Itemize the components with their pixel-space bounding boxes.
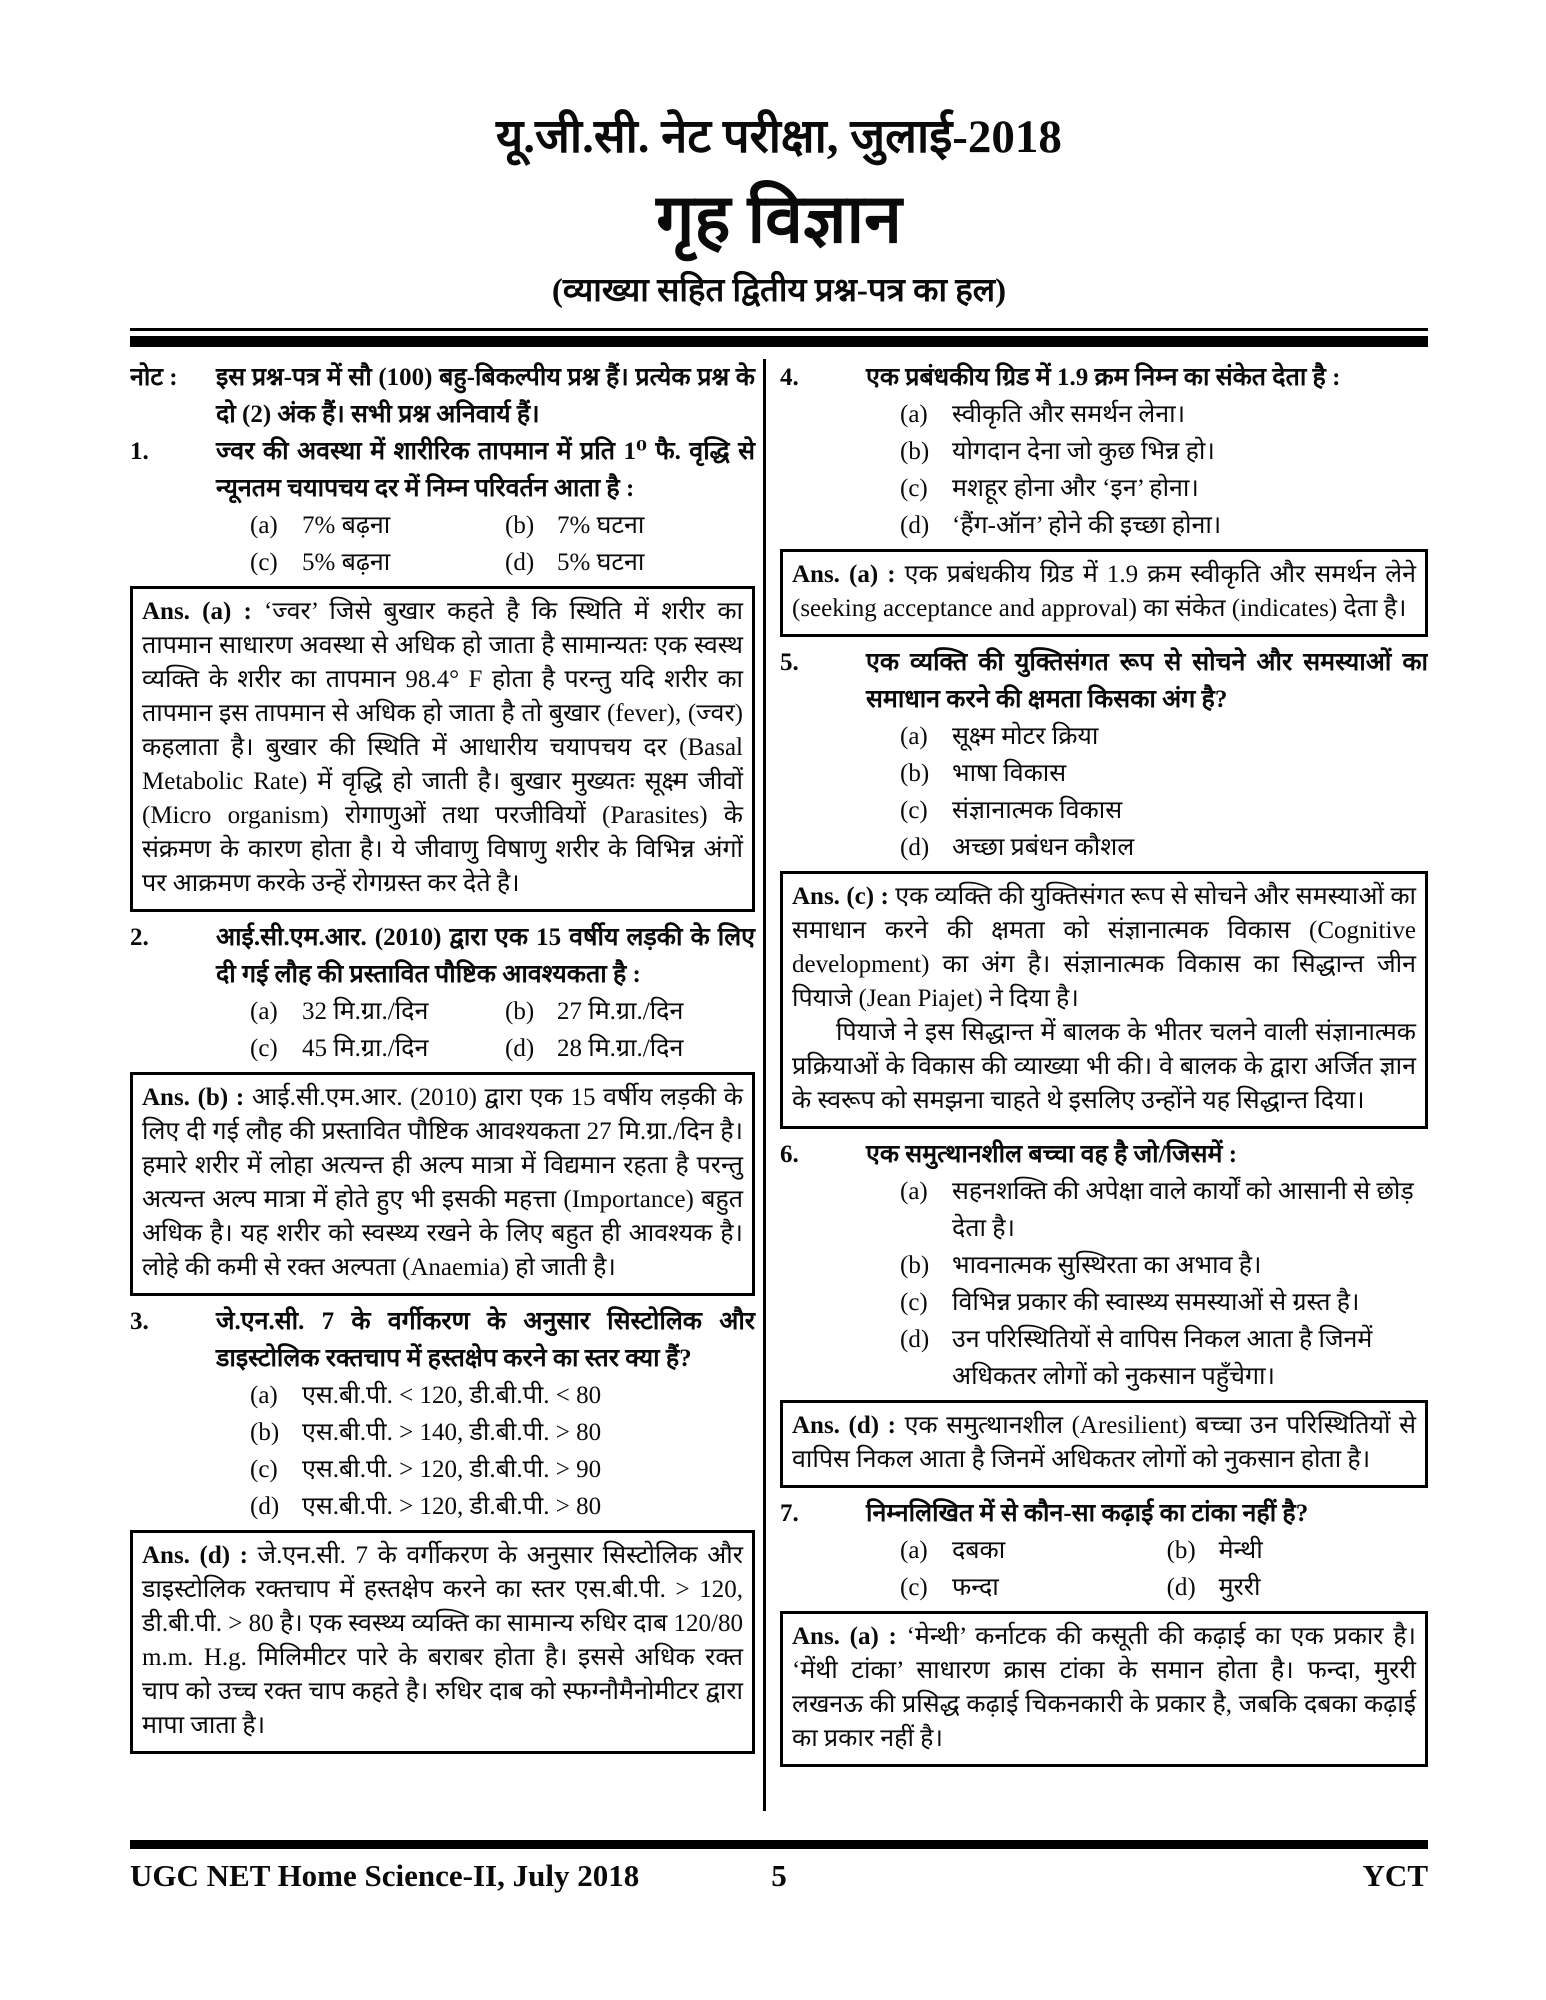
option: [900, 507, 1428, 544]
option-label: (b): [505, 998, 535, 1025]
note-text: इस प्रश्न-पत्र में सौ (100) बहु-बिकल्पीय प्रश्न हैं। प्रत्येक प्रश्न के दो (2) अंक हैं। सभी प्रश्न अनिवार्य हैं।: [216, 364, 755, 428]
question: [780, 644, 1428, 1129]
question-row: [130, 433, 755, 507]
option-label: (d): [900, 512, 930, 539]
question-number: 3.: [130, 1308, 149, 1335]
option-label: (d): [250, 1493, 280, 1520]
option: [900, 792, 1428, 829]
option-text: 7% बढ़ना: [302, 512, 391, 539]
option-label: (c): [250, 549, 278, 576]
header-rule-thick: [130, 336, 1428, 347]
page-header: [130, 108, 1428, 347]
option: [250, 1030, 505, 1067]
option: [250, 1414, 755, 1451]
option-label: (c): [900, 1574, 928, 1601]
option-label: (b): [505, 512, 535, 539]
option-text: स्वीकृति और समर्थन लेना।: [952, 401, 1186, 428]
exam-title: यू.जी.सी. नेट परीक्षा, जुलाई-2018: [496, 111, 1062, 163]
option-text: 7% घटना: [557, 512, 645, 539]
option: [505, 1030, 755, 1067]
option-text: 5% बढ़ना: [302, 549, 391, 576]
option-label: (d): [900, 1326, 930, 1353]
option-label: (c): [250, 1456, 278, 1483]
option-text: 28 मि.ग्रा./दिन: [557, 1035, 684, 1062]
option: [900, 1284, 1428, 1321]
question-number: 1.: [130, 438, 149, 465]
option-text: दबका: [952, 1537, 1006, 1564]
option: [900, 1321, 1428, 1395]
question-row: [780, 644, 1428, 718]
answer-paragraph: Ans. (a) : ‘मेन्थी’ कर्नाटक की कसूती की कढ़ाई का एक प्रकार है। ‘मेंथी टांका’ साधारण क्रास टांका के समान होता है। फन्दा, मुररी लखनऊ की प्रसिद्ध कढ़ाई चिकनकारी के प्रकार है, जबकि दबका कढ़ाई का प्रकार नहीं है।: [792, 1623, 1416, 1752]
question: [780, 1495, 1428, 1767]
option-text: भाषा विकास: [952, 760, 1067, 787]
option: [900, 718, 1428, 755]
option-label: (b): [900, 438, 930, 465]
option-label: (c): [900, 797, 928, 824]
option: [900, 433, 1428, 470]
option: [250, 993, 505, 1030]
header-subtitle: (व्याख्या सहित द्वितीय प्रश्न-पत्र का हल): [551, 273, 1007, 309]
options: [250, 1377, 755, 1525]
answer-label: Ans. (d) :: [792, 1412, 905, 1439]
option: [505, 993, 755, 1030]
answer-box: [780, 871, 1428, 1129]
two-column-body: [130, 359, 1428, 1811]
option-text: एस.बी.पी. > 140, डी.बी.पी. > 80: [302, 1419, 602, 1446]
option: [900, 829, 1428, 866]
page-footer: [130, 1840, 1428, 1895]
answer-label: Ans. (c) :: [792, 883, 896, 910]
answer-box: [780, 1400, 1428, 1488]
option-label: (a): [900, 723, 928, 750]
answer-label: Ans. (d) :: [142, 1542, 258, 1569]
option: [900, 1569, 1167, 1606]
left-column: [130, 359, 766, 1811]
option-label: (c): [250, 1035, 278, 1062]
answer-paragraph: Ans. (d) : एक समुत्थानशील (Aresilient) बच्चा उन परिस्थितियों से वापिस निकल आता है जिनमें अधिकतर लोगों को नुकसान होता है।: [792, 1412, 1416, 1473]
option-text: ‘हैंग-ऑन’ होने की इच्छा होना।: [952, 512, 1222, 539]
option-label: (d): [505, 1035, 535, 1062]
option: [505, 507, 755, 544]
option-label: (b): [250, 1419, 280, 1446]
options: [900, 718, 1428, 866]
option: [250, 544, 505, 581]
question: [130, 433, 755, 912]
option-label: (a): [250, 512, 278, 539]
option-text: विभिन्न प्रकार की स्वास्थ्य समस्याओं से ग्रस्त है।: [952, 1289, 1360, 1316]
answer-label: Ans. (a) :: [792, 1623, 907, 1650]
question-number: 7.: [780, 1500, 799, 1527]
option-label: (a): [900, 401, 928, 428]
options: [900, 1173, 1428, 1395]
option-label: (d): [1166, 1574, 1196, 1601]
option-text: एस.बी.पी. > 120, डी.बी.पी. > 80: [302, 1493, 602, 1520]
option-text: सहनशक्ति की अपेक्षा वाले कार्यों को आसानी से छोड़ देता है।: [952, 1178, 1414, 1242]
answer-label: Ans. (a) :: [142, 598, 265, 625]
option-text: मुररी: [1218, 1574, 1261, 1601]
options: [250, 993, 755, 1067]
question: [130, 1303, 755, 1754]
option-text: 45 मि.ग्रा./दिन: [302, 1035, 429, 1062]
question: [780, 1136, 1428, 1488]
question-text: एक प्रबंधकीय ग्रिड में 1.9 क्रम निम्न का संकेत देता है :: [866, 364, 1341, 391]
option: [250, 1377, 755, 1414]
question-text: ज्वर की अवस्था में शारीरिक तापमान में प्रति 1⁰ फै. वृद्धि से न्यूनतम चयापचय दर में निम्न परिवर्तन आता है :: [216, 438, 755, 502]
question-text: निम्नलिखित में से कौन-सा कढ़ाई का टांका नहीं है?: [866, 1500, 1309, 1527]
option: [900, 470, 1428, 507]
option-label: (b): [900, 1252, 930, 1279]
option: [900, 1532, 1167, 1569]
right-column: [766, 359, 1428, 1811]
answer-box: [130, 1072, 755, 1296]
option-text: 32 मि.ग्रा./दिन: [302, 998, 429, 1025]
question-number: 2.: [130, 924, 149, 951]
options: [900, 396, 1428, 544]
question-text: आई.सी.एम.आर. (2010) द्वारा एक 15 वर्षीय लड़की के लिए दी गई लौह की प्रस्तावित पौष्टिक आवश्यकता है :: [216, 924, 755, 988]
answer-label: Ans. (a) :: [792, 561, 905, 588]
footer-page-number: 5: [771, 1858, 787, 1893]
option-label: (b): [900, 760, 930, 787]
answer-box: [780, 549, 1428, 637]
option: [900, 755, 1428, 792]
header-rule-thin: [130, 328, 1428, 331]
option-text: संज्ञानात्मक विकास: [952, 797, 1123, 824]
footer-book-title: UGC NET Home Science-II, July 2018: [130, 1858, 640, 1893]
option-label: (d): [900, 834, 930, 861]
option-label: (a): [250, 998, 278, 1025]
option-text: 27 मि.ग्रा./दिन: [557, 998, 684, 1025]
question-number: 6.: [780, 1141, 799, 1168]
option-text: भावनात्मक सुस्थिरता का अभाव है।: [952, 1252, 1262, 1279]
question-number: 5.: [780, 649, 799, 676]
option-text: 5% घटना: [557, 549, 645, 576]
option-text: अच्छा प्रबंधन कौशल: [952, 834, 1135, 861]
option-text: मशहूर होना और ‘इन’ होना।: [952, 475, 1199, 502]
footer-rule: [130, 1840, 1428, 1849]
option: [1167, 1532, 1428, 1569]
option-label: (d): [505, 549, 535, 576]
question-text: एक समुत्थानशील बच्चा वह है जो/जिसमें :: [866, 1141, 1238, 1168]
option-label: (b): [1166, 1537, 1196, 1564]
option-label: (c): [900, 475, 928, 502]
answer-paragraph: पियाजे ने इस सिद्धान्त में बालक के भीतर चलने वाली संज्ञानात्मक प्रक्रियाओं के विकास की व्याख्या भी की। वे बालक के द्वारा अर्जित ज्ञान के स्वरूप को समझना चाहते थे इसलिए उन्होंने यह सिद्धान्त दिया।: [792, 1019, 1416, 1114]
options: [900, 1532, 1428, 1606]
question-number: 4.: [780, 364, 799, 391]
answer-paragraph: Ans. (a) : एक प्रबंधकीय ग्रिड में 1.9 क्रम स्वीकृति और समर्थन लेने (seeking acceptance and approval) का संकेत (indicates) देता है।: [792, 561, 1416, 622]
footer-publisher: YCT: [1362, 1858, 1428, 1893]
option: [900, 396, 1428, 433]
option-text: फन्दा: [952, 1574, 999, 1601]
answer-paragraph: Ans. (c) : एक व्यक्ति की युक्तिसंगत रूप से सोचने और समस्याओं का समाधान करने की क्षमता को संज्ञानात्मक विकास (Cognitive development) का अंग है। संज्ञानात्मक विकास का सिद्धान्त जीन पियाजे (Jean Piajet) ने दिया है।: [792, 883, 1417, 1012]
options: [250, 507, 755, 581]
option: [250, 1488, 755, 1525]
option-text: एस.बी.पी. < 120, डी.बी.पी. < 80: [302, 1382, 602, 1409]
option-label: (c): [900, 1289, 928, 1316]
option: [250, 507, 505, 544]
option-text: मेन्थी: [1218, 1537, 1263, 1564]
question-row: [780, 359, 1428, 396]
question: [130, 919, 755, 1296]
question-row: [780, 1495, 1428, 1532]
option-text: सूक्ष्म मोटर क्रिया: [952, 723, 1099, 750]
answer-paragraph: Ans. (b) : आई.सी.एम.आर. (2010) द्वारा एक 15 वर्षीय लड़की के लिए दी गई लौह की प्रस्तावित पौष्टिक आवश्यकता 27 मि.ग्रा./दिन है। हमारे शरीर में लोहा अत्यन्त ही अल्प मात्रा में विद्यमान रहता है परन्तु अत्यन्त अल्प मात्रा में होते हुए भी इसकी महत्ता (Importance) बहुत अधिक है। यह शरीर को स्वस्थ्य रखने के लिए बहुत ही आवश्यक है। लोहे की कमी से रक्त अल्पता (Anaemia) हो जाती है।: [142, 1084, 743, 1281]
option-label: (a): [900, 1178, 928, 1205]
subject-title: गृह विज्ञान: [656, 181, 902, 257]
option: [505, 544, 755, 581]
option-text: उन परिस्थितियों से वापिस निकल आता है जिनमें अधिकतर लोगों को नुकसान पहुँचेगा।: [952, 1326, 1373, 1390]
note: [130, 359, 755, 433]
option: [900, 1173, 1428, 1247]
question-row: [780, 1136, 1428, 1173]
answer-box: [780, 1611, 1428, 1767]
answer-paragraph: Ans. (d) : जे.एन.सी. 7 के वर्गीकरण के अनुसार सिस्टोलिक और डाइस्टोलिक रक्तचाप में हस्तक्षेप करने का स्तर एस.बी.पी. > 120, डी.बी.पी. > 80 है। एक स्वस्थ्य व्यक्ति का सामान्य रुधिर दाब 120/80 m.m. H.g. मिलिमीटर पारे के बराबर होता है। इससे अधिक रक्त चाप को उच्च रक्त चाप कहते है। रुधिर दाब को स्फग्नौमैनोमीटर द्वारा मापा जाता है।: [142, 1542, 743, 1739]
option: [900, 1247, 1428, 1284]
answer-box: [130, 586, 755, 912]
question-row: [130, 919, 755, 993]
option-text: एस.बी.पी. > 120, डी.बी.पी. > 90: [302, 1456, 602, 1483]
question-text: जे.एन.सी. 7 के वर्गीकरण के अनुसार सिस्टोलिक और डाइस्टोलिक रक्तचाप में हस्तक्षेप करने का स्तर क्या हैं?: [216, 1308, 755, 1372]
answer-box: [130, 1530, 755, 1754]
note-label: नोट :: [130, 364, 178, 391]
question-row: [130, 1303, 755, 1377]
option-label: (a): [250, 1382, 278, 1409]
option-label: (a): [900, 1537, 928, 1564]
option: [250, 1451, 755, 1488]
question-text: एक व्यक्ति की युक्तिसंगत रूप से सोचने और समस्याओं का समाधान करने की क्षमता किसका अंग है?: [866, 649, 1428, 713]
answer-paragraph: Ans. (a) : ‘ज्वर’ जिसे बुखार कहते है कि स्थिति में शरीर का तापमान साधारण अवस्था से अधिक हो जाता है सामान्यतः एक स्वस्थ व्यक्ति के शरीर का तापमान 98.4° F होता है परन्तु यदि शरीर का तापमान इस तापमान से अधिक हो जाता है तो बुखार (fever), (ज्वर) कहलाता है। बुखार की स्थिति में आधारीय चयापचय दर (Basal Metabolic Rate) में वृद्धि हो जाती है। बुखार मुख्यतः सूक्ष्म जीवों (Micro organism) रोगाणुओं तथा परजीवियों (Parasites) के संक्रमण के कारण होता है। ये जीवाणु विषाणु शरीर के विभिन्न अंगों पर आक्रमण करके उन्हें रोगग्रस्त कर देते है।: [142, 598, 743, 897]
question: [780, 359, 1428, 637]
answer-label: Ans. (b) :: [142, 1084, 252, 1111]
footer-row: [130, 1857, 1428, 1895]
page-content: [130, 108, 1428, 1811]
option-text: योगदान देना जो कुछ भिन्न हो।: [952, 438, 1215, 465]
option: [1167, 1569, 1428, 1606]
